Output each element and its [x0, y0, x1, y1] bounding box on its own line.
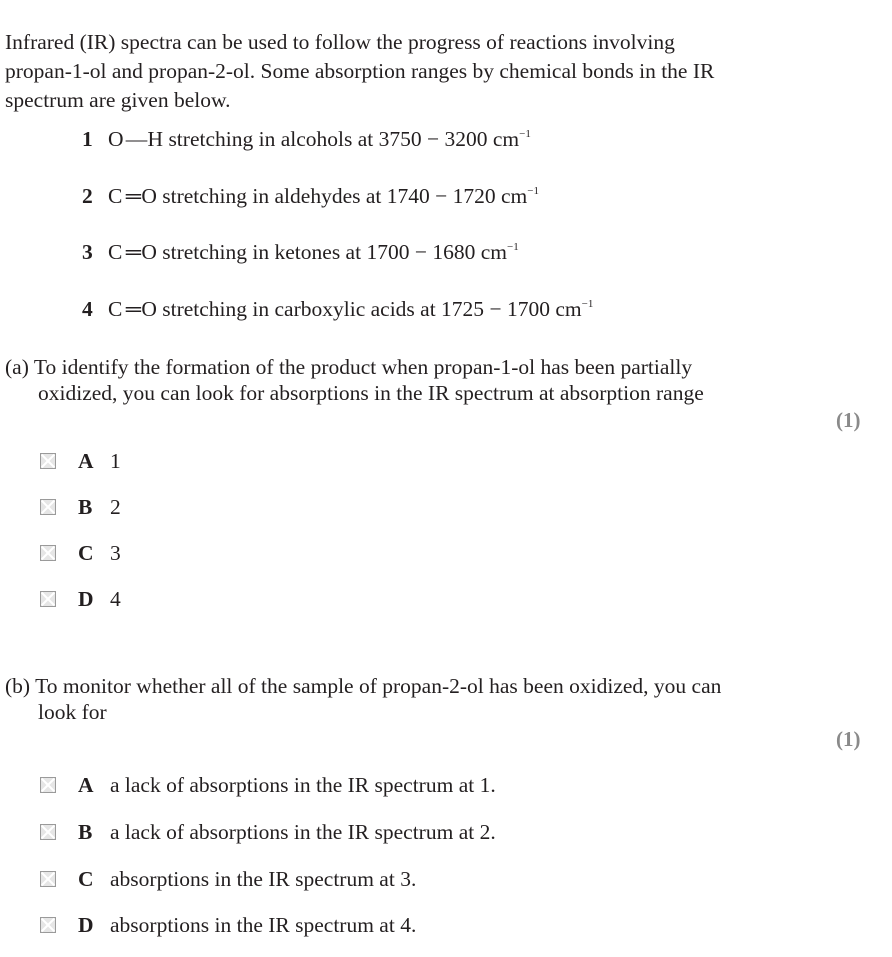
option-text: a lack of absorptions in the IR spectrum at 2. — [110, 820, 496, 844]
bond-atom: H — [147, 127, 164, 151]
bond-atom: C — [108, 297, 123, 321]
answer-checkbox[interactable] — [40, 499, 56, 515]
question-text: To identify the formation of the product when propan-1-ol has been partially — [33, 355, 693, 379]
question-a-option-c[interactable] — [40, 540, 121, 566]
absorption-range-4 — [82, 296, 593, 322]
intro-line: Infrared (IR) spectra can be used to follow the progress of reactions involving — [5, 30, 675, 54]
question-label: (a) — [5, 355, 29, 379]
answer-checkbox[interactable] — [40, 824, 56, 840]
option-text: 1 — [110, 449, 121, 473]
option-text: 2 — [110, 495, 121, 519]
range-dash: − — [435, 184, 448, 208]
range-dash: − — [426, 127, 440, 151]
answer-checkbox[interactable] — [40, 453, 56, 469]
question-a-stem — [5, 354, 704, 406]
unit-exponent: −1 — [507, 241, 519, 253]
option-letter: D — [78, 913, 94, 937]
question-b-option-b[interactable] — [40, 819, 496, 845]
range-upper: 1720 cm — [452, 184, 528, 208]
range-description: stretching in carboxylic acids at 1725 — [156, 297, 485, 321]
range-number: 4 — [82, 297, 93, 321]
question-a-option-b[interactable] — [40, 494, 121, 520]
question-b-option-d[interactable] — [40, 912, 416, 938]
double-bond: ═ — [125, 184, 138, 208]
bond-atom: O — [141, 184, 157, 208]
answer-checkbox[interactable] — [40, 591, 56, 607]
answer-checkbox[interactable] — [40, 871, 56, 887]
option-letter: C — [78, 541, 94, 565]
question-a-marks: (1) — [836, 408, 861, 432]
range-number: 3 — [82, 240, 93, 264]
range-description: stretching in aldehydes at 1740 — [156, 184, 430, 208]
option-letter: C — [78, 867, 94, 891]
answer-checkbox[interactable] — [40, 545, 56, 561]
option-letter: B — [78, 495, 93, 519]
question-b-option-a[interactable] — [40, 772, 496, 798]
intro-paragraph — [5, 28, 714, 115]
unit-exponent: −1 — [519, 128, 531, 140]
answer-checkbox[interactable] — [40, 777, 56, 793]
option-text: absorptions in the IR spectrum at 3. — [110, 867, 417, 891]
range-number: 2 — [82, 184, 93, 208]
question-text: look for — [38, 700, 107, 724]
double-bond: ═ — [125, 297, 138, 321]
range-dash: − — [414, 240, 427, 264]
answer-checkbox[interactable] — [40, 917, 56, 933]
single-bond: — — [125, 127, 146, 151]
absorption-range-3 — [82, 239, 519, 265]
range-description: stretching in alcohols at 3750 — [163, 127, 422, 151]
range-description: stretching in ketones at 1700 — [156, 240, 410, 264]
question-b-option-c[interactable] — [40, 866, 416, 892]
option-text: 3 — [110, 541, 121, 565]
range-dash: − — [489, 297, 502, 321]
intro-line: spectrum are given below. — [5, 88, 231, 112]
bond-atom: O — [141, 297, 157, 321]
range-number: 1 — [82, 127, 93, 151]
absorption-range-2 — [82, 183, 539, 209]
question-a-option-a[interactable] — [40, 448, 121, 474]
bond-atom: O — [141, 240, 157, 264]
option-letter: A — [78, 773, 94, 797]
question-b-marks: (1) — [836, 727, 861, 751]
question-label: (b) — [5, 674, 31, 698]
option-text: a lack of absorptions in the IR spectrum at 1. — [110, 773, 496, 797]
unit-exponent: −1 — [581, 298, 594, 310]
bond-atom: C — [108, 240, 123, 264]
range-upper: 1680 cm — [432, 240, 507, 264]
option-letter: A — [78, 449, 94, 473]
option-letter: D — [78, 587, 94, 611]
option-text: 4 — [110, 587, 121, 611]
bond-atom: O — [108, 127, 124, 151]
range-upper: 1700 cm — [506, 297, 582, 321]
intro-line: propan-1-ol and propan-2-ol. Some absorption ranges by chemical bonds in the IR — [5, 59, 715, 83]
question-text: oxidized, you can look for absorptions in the IR spectrum at absorption range — [38, 381, 704, 405]
question-text: To monitor whether all of the sample of propan-2-ol has been oxidized, you can — [35, 674, 722, 698]
range-upper: 3200 cm — [444, 127, 520, 151]
option-text: absorptions in the IR spectrum at 4. — [110, 913, 417, 937]
option-letter: B — [78, 820, 93, 844]
absorption-range-1 — [82, 126, 531, 152]
double-bond: ═ — [125, 240, 138, 264]
question-b-stem — [5, 673, 721, 725]
bond-atom: C — [108, 184, 123, 208]
question-a-option-d[interactable] — [40, 586, 121, 612]
unit-exponent: −1 — [527, 185, 540, 197]
